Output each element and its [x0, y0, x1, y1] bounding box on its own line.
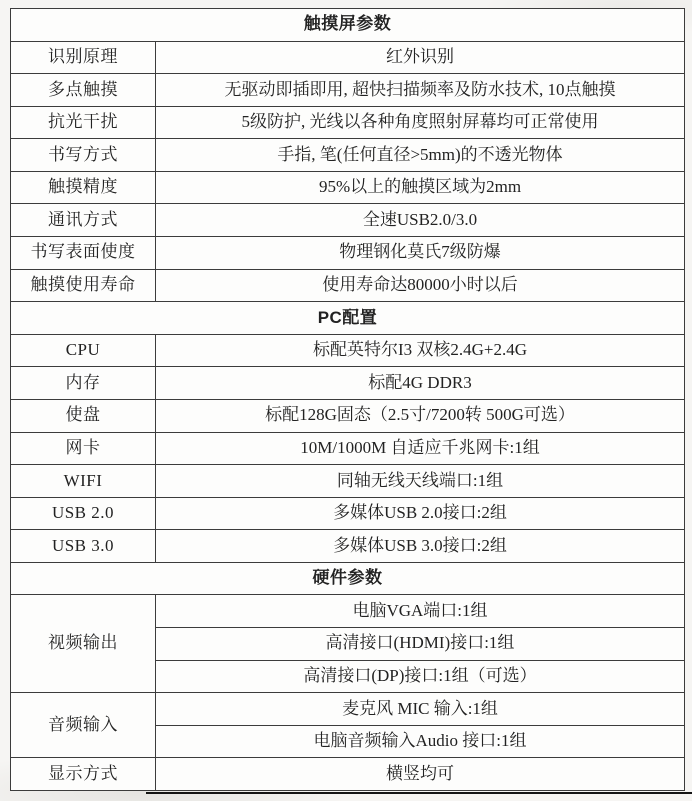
- table-row: [11, 432, 685, 465]
- row-value: 标配英特尔I3 双核2.4G+2.4G: [156, 334, 685, 367]
- table-row: [11, 74, 685, 107]
- row-value: 同轴无线天线端口:1组: [156, 465, 685, 498]
- row-label: 触摸精度: [11, 171, 156, 204]
- row-value: 高清接口(HDMI)接口:1组: [156, 627, 685, 660]
- table-row: [11, 399, 685, 432]
- row-value: 10M/1000M 自适应千兆网卡:1组: [156, 432, 685, 465]
- row-label: 书写方式: [11, 139, 156, 172]
- row-value: 5级防护, 光线以各种角度照射屏幕均可正常使用: [156, 106, 685, 139]
- row-value: 物理钢化莫氏7级防爆: [156, 237, 685, 270]
- row-value: 全速USB2.0/3.0: [156, 204, 685, 237]
- table-row: [11, 171, 685, 204]
- table-row: [11, 465, 685, 498]
- row-label: WIFI: [11, 465, 156, 498]
- row-value: 多媒体USB 3.0接口:2组: [156, 530, 685, 563]
- row-label: 显示方式: [11, 758, 156, 791]
- row-label: 使盘: [11, 399, 156, 432]
- table-row: [11, 530, 685, 563]
- table-row: [11, 204, 685, 237]
- table-row: [11, 269, 685, 302]
- table-row: [11, 334, 685, 367]
- row-label: 触摸使用寿命: [11, 269, 156, 302]
- row-label: 通讯方式: [11, 204, 156, 237]
- row-label: 视频输出: [11, 595, 156, 693]
- section-header-row: [11, 9, 685, 42]
- cropped-image-edge: [146, 792, 692, 794]
- spec-table-body: [11, 9, 685, 791]
- table-row: [11, 595, 685, 628]
- table-row: [11, 106, 685, 139]
- table-row: [11, 758, 685, 791]
- section-header: 硬件参数: [11, 562, 685, 595]
- row-value: 电脑音频输入Audio 接口:1组: [156, 725, 685, 758]
- row-value: 无驱动即插即用, 超快扫描频率及防水技术, 10点触摸: [156, 74, 685, 107]
- section-header-row: [11, 302, 685, 335]
- row-label: 网卡: [11, 432, 156, 465]
- table-row: [11, 139, 685, 172]
- row-value: 横竖均可: [156, 758, 685, 791]
- table-row: [11, 367, 685, 400]
- row-label: 识别原理: [11, 41, 156, 74]
- section-header: 触摸屏参数: [11, 9, 685, 42]
- row-label: 内存: [11, 367, 156, 400]
- row-label: 音频输入: [11, 693, 156, 758]
- row-value: 手指, 笔(任何直径>5mm)的不透光物体: [156, 139, 685, 172]
- row-value: 标配4G DDR3: [156, 367, 685, 400]
- row-value: 多媒体USB 2.0接口:2组: [156, 497, 685, 530]
- table-row: [11, 693, 685, 726]
- row-value: 使用寿命达80000小时以后: [156, 269, 685, 302]
- spec-table: [10, 8, 685, 791]
- table-row: [11, 41, 685, 74]
- row-label: 抗光干扰: [11, 106, 156, 139]
- row-value: 麦克风 MIC 输入:1组: [156, 693, 685, 726]
- row-value: 电脑VGA端口:1组: [156, 595, 685, 628]
- row-value: 标配128G固态（2.5寸/7200转 500G可选）: [156, 399, 685, 432]
- table-row: [11, 497, 685, 530]
- row-value: 高清接口(DP)接口:1组（可选）: [156, 660, 685, 693]
- table-row: [11, 237, 685, 270]
- section-header: PC配置: [11, 302, 685, 335]
- row-label: CPU: [11, 334, 156, 367]
- section-header-row: [11, 562, 685, 595]
- row-value: 红外识别: [156, 41, 685, 74]
- row-label: 书写表面使度: [11, 237, 156, 270]
- row-label: 多点触摸: [11, 74, 156, 107]
- row-label: USB 3.0: [11, 530, 156, 563]
- row-label: USB 2.0: [11, 497, 156, 530]
- row-value: 95%以上的触摸区域为2mm: [156, 171, 685, 204]
